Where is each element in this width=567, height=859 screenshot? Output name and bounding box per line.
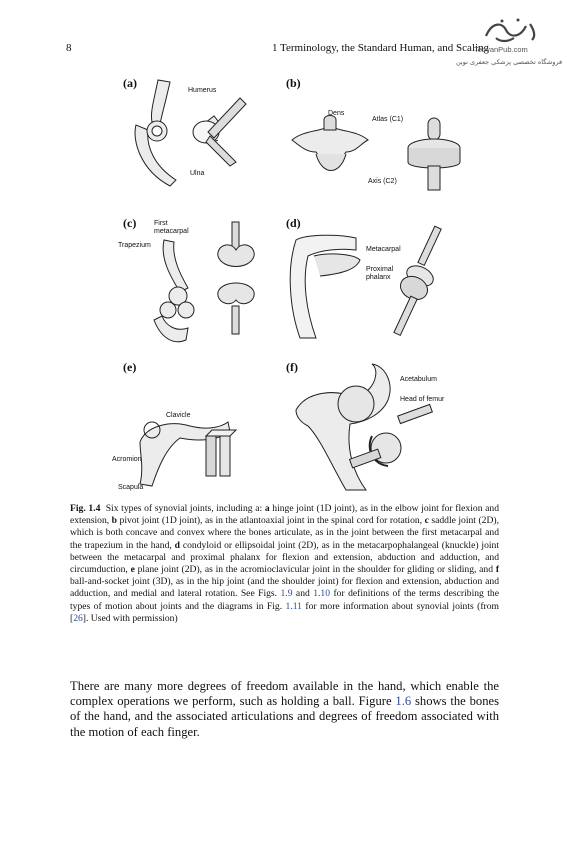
annotation-trapezium: Trapezium	[118, 242, 151, 249]
caption-key-b: b	[111, 515, 118, 527]
caption-text: Six types of synovial joints, including a:	[105, 503, 265, 514]
annotation-acetabulum: Acetabulum	[400, 376, 437, 383]
running-head: 1 Terminology, the Standard Human, and Scaling	[272, 42, 490, 54]
body-paragraph	[70, 679, 499, 740]
link-fig-1-9[interactable]: 1.9	[280, 588, 293, 600]
caption-text: condyloid or ellipsoidal joint (2D), as in the metacarpophalangeal (knuckle) joint between the metacarpal and proximal phalanx for flexion and extension, abduction and adduction, and circumduction,	[70, 539, 499, 576]
caption-text: ball-and-socket joint (3D), as in the hip joint (and the shoulder joint) for flexion and extension, abduction and adduction, and medial and lateral rotation. See Figs.	[70, 576, 499, 600]
caption-label: Fig. 1.4	[70, 503, 101, 514]
caption-text: for more information about synovial joints (from [	[70, 600, 499, 624]
link-citation-26[interactable]: 26	[73, 612, 83, 624]
joint-illustrations	[110, 70, 500, 495]
caption-text: for definitions of the terms describing the types of motion about joints and the diagrams in Fig.	[70, 588, 499, 612]
link-fig-1-10[interactable]: 1.10	[313, 588, 331, 600]
figure-caption	[70, 503, 499, 625]
annotation-clavicle: Clavicle	[166, 412, 191, 419]
panel-label-e: (e)	[123, 360, 137, 374]
panel-label-b: (b)	[286, 76, 301, 90]
caption-text: pivot joint (1D joint), as in the atlantoaxial joint in the spinal cord for rotation,	[117, 515, 425, 527]
annotation-proximal-phalanx: Proximal phalanx	[366, 266, 394, 281]
page-number: 8	[66, 42, 72, 54]
annotation-head-of-femur: Head of femur	[400, 396, 445, 403]
link-fig-1-11[interactable]: 1.11	[285, 600, 302, 612]
panel-d-art	[290, 226, 441, 338]
watermark-logo	[456, 16, 563, 74]
caption-text: hinge joint (1D joint), as in the elbow joint for flexion and extension,	[70, 503, 500, 527]
panel-label-f: (f)	[286, 360, 298, 374]
watermark-calligraphy-icon	[456, 16, 556, 46]
annotation-first-metacarpal: First metacarpal	[154, 220, 189, 235]
caption-text: and	[292, 588, 314, 600]
caption-key-d: d	[174, 539, 180, 551]
annotation-axis: Axis (C2)	[368, 178, 397, 185]
panel-e-art	[140, 422, 236, 486]
caption-key-a: a	[264, 503, 270, 514]
annotation-humerus: Humerus	[188, 87, 217, 94]
watermark-persian: فروشگاه تخصصی پزشکی جعفری نوین	[456, 58, 563, 66]
annotation-scapula: Scapula	[118, 484, 144, 491]
panel-label-a: (a)	[123, 76, 137, 90]
watermark-site: TebyanPub.com	[474, 45, 528, 54]
annotation-acromion: Acromion	[112, 456, 142, 463]
caption-text: saddle joint (2D), which is both concave and convex where the bones articulate, as in the joint between the first metacarpal and the trapezium in the hand,	[70, 515, 499, 551]
annotation-atlas: Atlas (C1)	[372, 116, 404, 123]
caption-key-f: f	[495, 564, 500, 576]
panel-c-art	[154, 222, 254, 342]
link-fig-1-6[interactable]: 1.6	[395, 694, 412, 709]
annotation-dens: Dens	[328, 110, 345, 117]
panel-label-d: (d)	[286, 216, 301, 230]
annotation-ulna: Ulna	[190, 170, 205, 177]
annotation-metacarpal: Metacarpal	[366, 246, 401, 253]
caption-text: ]. Used with permission)	[82, 612, 178, 624]
figure-1-4	[110, 70, 500, 495]
caption-key-c: c	[424, 515, 429, 527]
caption-key-e: e	[130, 564, 135, 576]
caption-text: plane joint (2D), as in the acromioclavicular joint in the shoulder for gliding or sliding, and	[134, 564, 496, 576]
body-text: There are many more degrees of freedom available in the hand, which enable the complex operations we perform, such as holding a ball. Figure	[70, 679, 499, 709]
panel-label-c: (c)	[123, 216, 137, 230]
body-text: shows the bones of the hand, and the associated articulations and degrees of freedom associated with the motion of each finger.	[70, 694, 500, 739]
